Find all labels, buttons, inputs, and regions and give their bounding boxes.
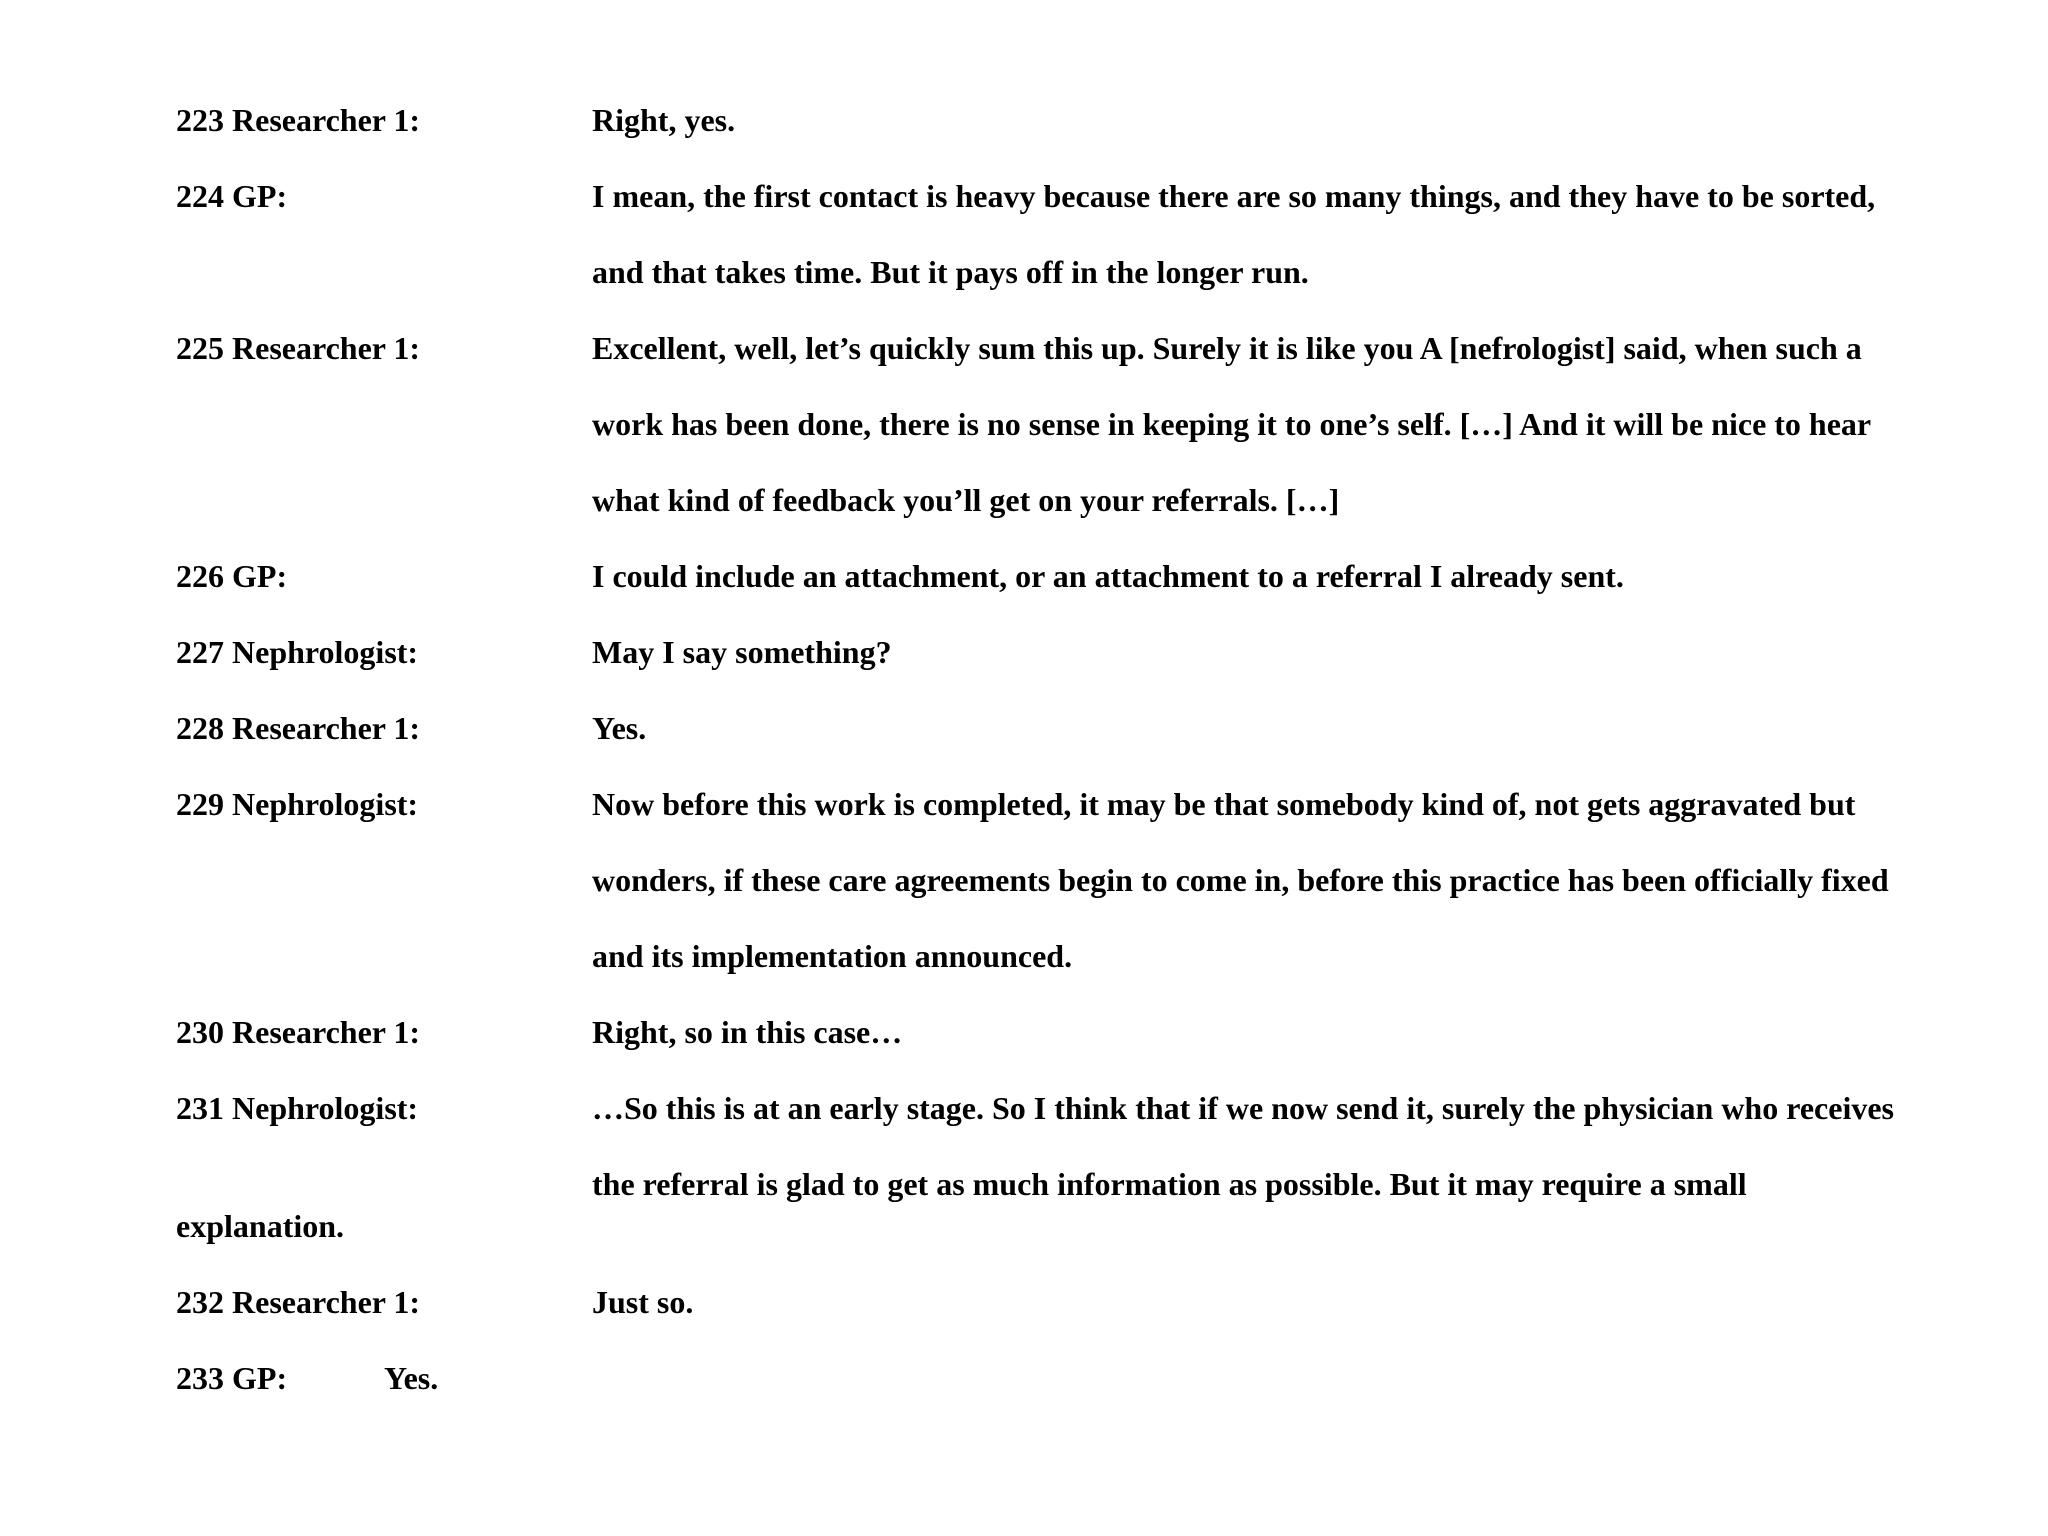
utterance-line: Just so. xyxy=(592,1284,694,1320)
speaker-label: 231 Nephrologist: xyxy=(176,1090,419,1126)
utterance-line: what kind of feedback you’ll get on your referrals. […] xyxy=(592,482,1340,518)
utterance-line: the referral is glad to get as much information as possible. But it may require a small xyxy=(592,1166,1747,1202)
utterance-line: and its implementation announced. xyxy=(592,938,1073,974)
utterance-line: I mean, the first contact is heavy because there are so many things, and they have to be sorted, xyxy=(592,178,1876,214)
utterance-line: I could include an attachment, or an attachment to a referral I already sent. xyxy=(592,558,1624,594)
utterance-line: Excellent, well, let’s quickly sum this up. Surely it is like you A [nefrologist] said, when such a xyxy=(592,330,1862,366)
utterance-line: wonders, if these care agreements begin to come in, before this practice has been officially fixed xyxy=(592,862,1889,898)
utterance-overflow-line: explanation. xyxy=(176,1208,345,1244)
speaker-label: 225 Researcher 1: xyxy=(176,330,421,366)
utterance-line: and that takes time. But it pays off in the longer run. xyxy=(592,254,1309,290)
speaker-label: 227 Nephrologist: xyxy=(176,634,419,670)
utterance-line: work has been done, there is no sense in keeping it to one’s self. […] And it will be nice to hear xyxy=(592,406,1872,442)
speaker-label: 233 GP: xyxy=(176,1360,288,1396)
speaker-label: 223 Researcher 1: xyxy=(176,102,421,138)
utterance-line: Now before this work is completed, it may be that somebody kind of, not gets aggravated but xyxy=(592,786,1856,822)
speaker-label: 224 GP: xyxy=(176,178,288,214)
speaker-label: 229 Nephrologist: xyxy=(176,786,419,822)
speaker-label: 230 Researcher 1: xyxy=(176,1014,421,1050)
speaker-label: 232 Researcher 1: xyxy=(176,1284,421,1320)
utterance-line: …So this is at an early stage. So I think that if we now send it, surely the physician who receives xyxy=(592,1090,1894,1126)
speaker-label: 228 Researcher 1: xyxy=(176,710,421,746)
utterance-line: May I say something? xyxy=(592,634,892,670)
utterance-line: Yes. xyxy=(592,710,647,746)
utterance-line: Right, so in this case… xyxy=(592,1014,903,1050)
utterance-line: Yes. xyxy=(384,1360,439,1396)
utterance-line: Right, yes. xyxy=(592,102,736,138)
speaker-label: 226 GP: xyxy=(176,558,288,594)
